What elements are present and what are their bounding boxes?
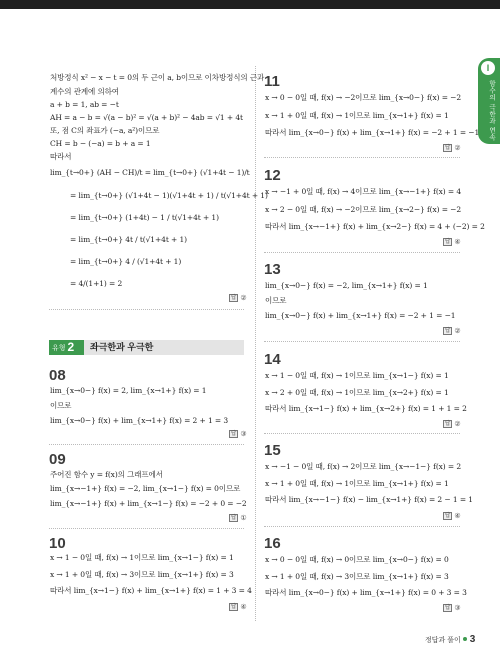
solution-line: lim_{x→−1+} f(x) + lim_{x→1−} f(x) = −2 + 0 = −2 bbox=[50, 499, 247, 508]
solution-line: = lim_{t→0+} (√1+4t − 1)(√1+4t + 1) / t(√1+4t + 1) bbox=[70, 191, 268, 200]
section-divider bbox=[264, 157, 460, 158]
solution-line: x → 1 − 0일 때, f(x) → 1이므로 lim_{x→1−} f(x) = 1 bbox=[265, 371, 449, 380]
solution-line: 따라서 lim_{x→−1−} f(x) − lim_{x→1+} f(x) = 2 − 1 = 1 bbox=[265, 495, 473, 504]
solution-line: x → 0 − 0일 때, f(x) → 0이므로 lim_{x→0−} f(x) = 0 bbox=[265, 555, 449, 564]
solution-line: lim_{x→−1+} f(x) = −2, lim_{x→1−} f(x) = 0이므로 bbox=[50, 484, 241, 493]
solution-line: 따라서 lim_{x→1−} f(x) + lim_{x→1+} f(x) = 1 + 3 = 4 bbox=[50, 586, 252, 595]
problem-number: 10 bbox=[49, 535, 66, 552]
solution-line: lim_{t→0+} (AH − CH)/t = lim_{t→0+} (√1+4t − 1)/t bbox=[50, 168, 250, 177]
answer-mark: 답 ② bbox=[231, 294, 247, 302]
footer-label: 정답과 풀이 bbox=[425, 637, 461, 644]
solution-line: a + b = 1, ab = −t bbox=[50, 100, 119, 109]
solution-line: x → 1 − 0일 때, f(x) → 1이므로 lim_{x→1−} f(x) = 1 bbox=[50, 553, 234, 562]
answer-mark: 답 ② bbox=[445, 327, 461, 335]
answer-mark: 답 ③ bbox=[231, 430, 247, 438]
problem-number: 13 bbox=[264, 261, 281, 278]
section-divider bbox=[49, 444, 244, 445]
section-divider bbox=[264, 526, 460, 527]
type-label: 유형 bbox=[52, 345, 66, 352]
answer-mark: 답 ③ bbox=[445, 604, 461, 612]
chapter-title: 함수의 극한과 연속 bbox=[488, 80, 495, 141]
answer-mark: 답 ① bbox=[231, 514, 247, 522]
solution-line: lim_{x→0−} f(x) + lim_{x→1+} f(x) = −2 + 1 = −1 bbox=[265, 311, 456, 320]
problem-number: 12 bbox=[264, 167, 281, 184]
solution-line: x → 2 + 0일 때, f(x) → 1이므로 lim_{x→2+} f(x) = 1 bbox=[265, 388, 449, 397]
page-footer bbox=[425, 634, 475, 645]
solution-line: x → 1 + 0일 때, f(x) → 1이므로 lim_{x→1+} f(x) = 1 bbox=[265, 479, 449, 488]
type-badge bbox=[49, 340, 84, 355]
solution-line: 이므로 bbox=[50, 401, 72, 410]
page-number: 3 bbox=[469, 634, 476, 645]
solution-line: = lim_{t→0+} 4 / (√1+4t + 1) bbox=[70, 257, 182, 266]
problem-number: 14 bbox=[264, 351, 281, 368]
solution-line: 따라서 bbox=[50, 152, 72, 161]
section-divider bbox=[49, 528, 244, 529]
solution-line: 따라서 lim_{x→1−} f(x) + lim_{x→2+} f(x) = 1 + 1 = 2 bbox=[265, 404, 467, 413]
solution-line: = lim_{t→0+} 4t / t(√1+4t + 1) bbox=[70, 235, 188, 244]
problem-number: 08 bbox=[49, 367, 66, 384]
solution-line: x → 1 + 0일 때, f(x) → 1이므로 lim_{x→1+} f(x) = 1 bbox=[265, 111, 449, 120]
solution-line: x → −1 + 0일 때, f(x) → 4이므로 lim_{x→−1+} f(x) = 4 bbox=[265, 187, 462, 196]
solution-line: 따라서 lim_{x→−1+} f(x) + lim_{x→2−} f(x) = 4 + (−2) = 2 bbox=[265, 222, 485, 231]
solution-line: 이므로 bbox=[265, 296, 287, 305]
solution-line: lim_{x→0−} f(x) = 2, lim_{x→1+} f(x) = 1 bbox=[50, 386, 207, 395]
solution-line: lim_{x→0−} f(x) = −2, lim_{x→1+} f(x) = 1 bbox=[265, 281, 428, 290]
problem-number: 15 bbox=[264, 442, 281, 459]
answer-mark: 답 ④ bbox=[445, 512, 461, 520]
solution-line: = 4/(1+1) = 2 bbox=[70, 279, 123, 288]
section-divider bbox=[264, 433, 460, 434]
top-bar bbox=[0, 0, 500, 9]
answer-mark: 답 ② bbox=[445, 420, 461, 428]
solution-line: 또, 점 C의 좌표가 (−a, a²)이므로 bbox=[50, 126, 160, 135]
problem-number: 11 bbox=[264, 73, 280, 90]
solution-line: x → 1 + 0일 때, f(x) → 3이므로 lim_{x→1+} f(x) = 3 bbox=[50, 570, 234, 579]
problem-number: 16 bbox=[264, 535, 281, 552]
solution-line: AH = a − b = √(a − b)² = √(a + b)² − 4ab = √1 + 4t bbox=[50, 113, 243, 122]
solution-line: lim_{x→0−} f(x) + lim_{x→1+} f(x) = 2 + 1 = 3 bbox=[50, 416, 229, 425]
solution-line: = lim_{t→0+} (1+4t) − 1 / t(√1+4t + 1) bbox=[70, 213, 219, 222]
solution-line: x → 2 − 0일 때, f(x) → −2이므로 lim_{x→2−} f(x) = −2 bbox=[265, 205, 462, 214]
solution-line: 따라서 lim_{x→0−} f(x) + lim_{x→1+} f(x) = −2 + 1 = −1 bbox=[265, 128, 480, 137]
solution-line: 계수의 관계에 의하여 bbox=[50, 87, 119, 96]
solution-line: x → 1 + 0일 때, f(x) → 3이므로 lim_{x→1+} f(x) = 3 bbox=[265, 572, 449, 581]
answer-mark: 답 ④ bbox=[231, 603, 247, 611]
column-divider bbox=[255, 66, 256, 621]
type-number: 2 bbox=[67, 340, 75, 354]
problem-number: 09 bbox=[49, 451, 66, 468]
chapter-number-badge: I bbox=[481, 61, 495, 75]
footer-dot bbox=[463, 637, 467, 641]
answer-mark: 답 ④ bbox=[445, 238, 461, 246]
section-divider bbox=[49, 309, 244, 310]
solution-line: 처방정식 x² − x − t = 0의 두 근이 a, b이므로 이차방정식의 근과 bbox=[50, 73, 265, 82]
type-title: 좌극한과 우극한 bbox=[90, 342, 154, 352]
section-divider bbox=[264, 341, 460, 342]
solution-line: x → 0 − 0일 때, f(x) → −2이므로 lim_{x→0−} f(x) = −2 bbox=[265, 93, 462, 102]
solution-line: 주어진 함수 y = f(x)의 그래프에서 bbox=[50, 470, 163, 479]
solution-line: 따라서 lim_{x→0−} f(x) + lim_{x→1+} f(x) = 0 + 3 = 3 bbox=[265, 588, 467, 597]
section-divider bbox=[264, 252, 460, 253]
solution-line: CH = b − (−a) = b + a = 1 bbox=[50, 139, 151, 148]
answer-mark: 답 ② bbox=[445, 144, 461, 152]
solution-line: x → −1 − 0일 때, f(x) → 2이므로 lim_{x→−1−} f(x) = 2 bbox=[265, 462, 462, 471]
